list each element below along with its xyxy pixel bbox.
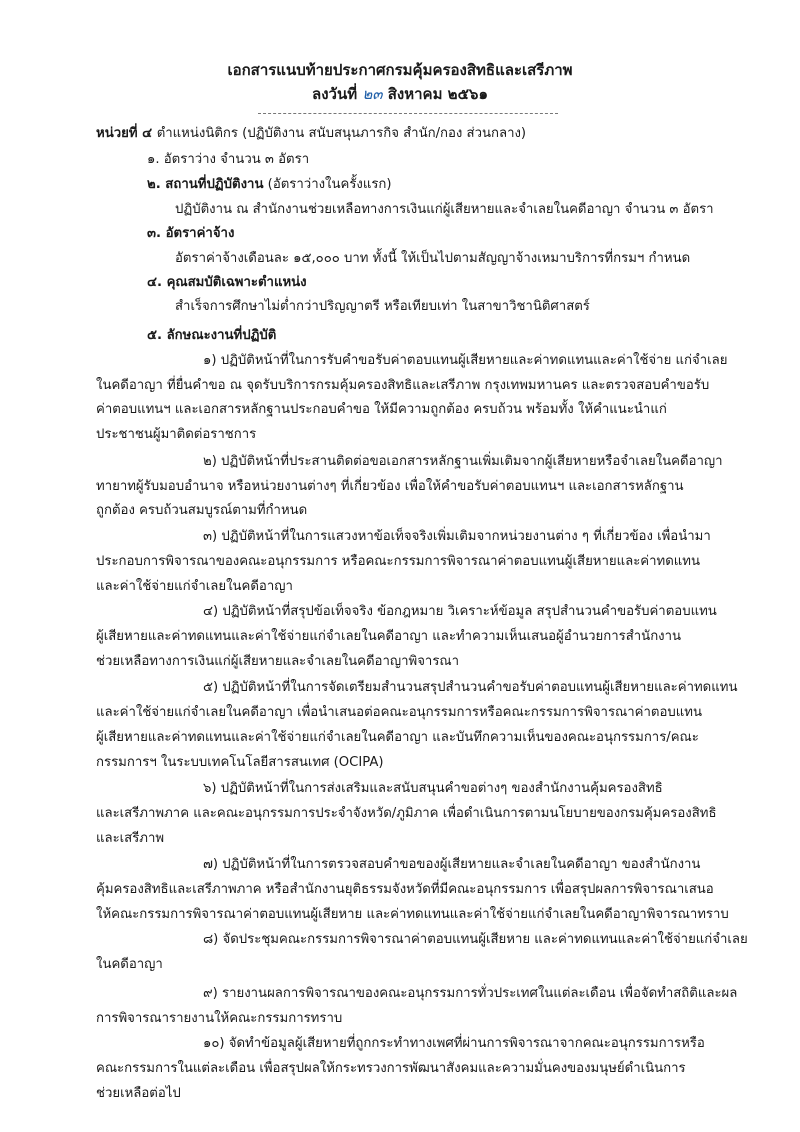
section-5-title: ๕. ลักษณะงานที่ปฏิบัติ	[147, 328, 277, 343]
section-3-title: ๓. อัตราค่าจ้าง	[147, 226, 235, 241]
duty-5-line-1: ๕) ปฏิบัติหน้าที่ในการจัดเตรียมสำนวนสรุปสำนวนคำขอรับค่าตอบแทนผู้เสียหายและค่าทดแทน	[203, 680, 738, 695]
duty-6-line-1: ๖) ปฏิบัติหน้าที่ในการส่งเสริมและสนับสนุนคำขอต่างๆ ของสำนักงานคุ้มครองสิทธิ	[203, 781, 663, 796]
duty-2-line-2: ทายาทผู้รับมอบอำนาจ หรือหน่วยงานต่างๆ ที่เกี่ยวข้อง เพื่อให้คำขอรับค่าตอบแทนฯ และเอกสารหลักฐาน	[96, 479, 684, 494]
section-2-title: ๒. สถานที่ปฏิบัติงาน	[147, 177, 264, 192]
duty-3-line-1: ๓) ปฏิบัติหน้าที่ในการแสวงหาข้อเท็จจริงเพิ่มเติมจากหน่วยงานต่าง ๆ ที่เกี่ยวข้อง เพื่อนำมา	[203, 529, 711, 544]
duty-7-line-1: ๗) ปฏิบัติหน้าที่ในการตรวจสอบคำขอของผู้เสียหายและจำเลยในคดีอาญา ของสำนักงาน	[203, 857, 701, 872]
section-1: ๑. อัตราว่าง จำนวน ๓ อัตรา	[147, 152, 310, 167]
document-title: เอกสารแนบท้ายประกาศกรมคุ้มครองสิทธิและเสรีภาพ	[227, 61, 573, 79]
duty-9-line-1: ๙) รายงานผลการพิจารณาของคณะอนุกรรมการทั่วประเทศในแต่ละเดือน เพื่อจัดทำสถิติและผล	[203, 986, 738, 1001]
duty-7-line-3: ให้คณะกรรมการพิจารณาค่าตอบแทนผู้เสียหาย และค่าทดแทนและค่าใช้จ่ายแก่จำเลยในคดีอาญาพิจารณาทราบ	[96, 907, 729, 922]
section-3-body: อัตราค่าจ้างเดือนละ ๑๕,๐๐๐ บาท ทั้งนี้ ให้เป็นไปตามสัญญาจ้างเหมาบริการที่กรมฯ กำหนด	[175, 251, 691, 266]
duty-2-line-3: ถูกต้อง ครบถ้วนสมบูรณ์ตามที่กำหนด	[96, 503, 308, 518]
duty-8-line-2: ในคดีอาญา	[96, 957, 163, 972]
duty-4-line-3: ช่วยเหลือทางการเงินแก่ผู้เสียหายและจำเลยในคดีอาญาพิจารณา	[96, 654, 460, 669]
section-4-title: ๔. คุณสมบัติเฉพาะตำแหน่ง	[147, 275, 307, 290]
date-prefix: ลงวันที่	[312, 85, 358, 103]
duty-6-line-2: และเสรีภาพภาค และคณะอนุกรรมการประจำจังหวัด/ภูมิภาค เพื่อดำเนินการตามนโยบายของกรมคุ้มครองสิทธิ	[96, 806, 717, 821]
section-2-body: ปฏิบัติงาน ณ สำนักงานช่วยเหลือทางการเงินแก่ผู้เสียหายและจำเลยในคดีอาญา จำนวน ๓ อัตรา	[175, 202, 714, 217]
duty-1-line-4: ประชาชนผู้มาติดต่อราชการ	[96, 427, 257, 442]
unit-heading	[96, 125, 526, 143]
duty-10-line-3: ช่วยเหลือต่อไป	[96, 1086, 181, 1101]
duty-10-line-1: ๑๐) จัดทำข้อมูลผู้เสียหายที่ถูกกระทำทางเพศที่ผ่านการพิจารณาจากคณะอนุกรรมการหรือ	[203, 1036, 705, 1051]
duty-6-line-3: และเสรีภาพ	[96, 831, 165, 846]
duty-3-line-3: และค่าใช้จ่ายแก่จำเลยในคดีอาญา	[96, 579, 293, 594]
duty-8-line-1: ๘) จัดประชุมคณะกรรมการพิจารณาค่าตอบแทนผู้เสียหาย และค่าทดแทนและค่าใช้จ่ายแก่จำเลย	[203, 932, 748, 947]
duty-10-line-2: คณะกรรมการในแต่ละเดือน เพื่อสรุปผลให้กระทรวงการพัฒนาสังคมและความมั่นคงของมนุษย์ดำเนินการ	[96, 1061, 686, 1076]
duty-4-line-1: ๔) ปฏิบัติหน้าที่สรุปข้อเท็จจริง ข้อกฎหมาย วิเคราะห์ข้อมูล สรุปสำนวนคำขอรับค่าตอบแทน	[203, 604, 717, 619]
section-2-note: (อัตราว่างในครั้งแรก)	[267, 177, 392, 192]
duty-5-line-3: ผู้เสียหายและค่าทดแทนและค่าใช้จ่ายแก่จำเลยในคดีอาญา และบันทึกความเห็นของคณะอนุกรรมการ/คณะ	[96, 730, 699, 745]
duty-1-line-2: ในคดีอาญา ที่ยื่นคำขอ ณ จุดรับบริการกรมคุ้มครองสิทธิและเสรีภาพ กรุงเทพมหานคร และตรวจสอบคำขอรับ	[96, 378, 710, 393]
duty-9-line-2: การพิจารณารายงานให้คณะกรรมการทราบ	[96, 1011, 343, 1026]
section-4-body: สำเร็จการศึกษาไม่ต่ำกว่าปริญญาตรี หรือเทียบเท่า ในสาขาวิชานิติศาสตร์	[175, 299, 590, 314]
header-divider	[258, 113, 558, 114]
document-date	[0, 82, 800, 106]
duty-5-line-4: กรรมการฯ ในระบบเทคโนโลยีสารสนเทศ (OCIPA)	[96, 755, 384, 770]
unit-title: ตำแหน่งนิติกร (ปฏิบัติงาน สนับสนุนภารกิจ สำนัก/กอง ส่วนกลาง)	[156, 126, 527, 141]
duty-2-line-1: ๒) ปฏิบัติหน้าที่ประสานติดต่อขอเอกสารหลักฐานเพิ่มเติมจากผู้เสียหายหรือจำเลยในคดีอาญา	[203, 454, 723, 469]
duty-5-line-2: และค่าใช้จ่ายแก่จำเลยในคดีอาญา เพื่อนำเสนอต่อคณะอนุกรรมการหรือคณะกรรมการพิจารณาค่าตอบแทน	[96, 705, 702, 720]
date-rest: สิงหาคม ๒๕๖๑	[387, 85, 488, 103]
date-day-handwritten: ๒๓	[362, 85, 383, 103]
duty-1-line-3: ค่าตอบแทนฯ และเอกสารหลักฐานประกอบคำขอ ให้มีความถูกต้อง ครบถ้วน พร้อมทั้ง ให้คำแนะนำแก่	[96, 402, 667, 417]
unit-label: หน่วยที่ ๔	[96, 126, 153, 141]
duty-7-line-2: คุ้มครองสิทธิและเสรีภาพภาค หรือสำนักงานยุติธรรมจังหวัดที่มีคณะอนุกรรมการ เพื่อสรุปผลการพิจารณาเสนอ	[96, 882, 714, 897]
duty-3-line-2: ประกอบการพิจารณาของคณะอนุกรรมการ หรือคณะกรรมการพิจารณาค่าตอบแทนผู้เสียหายและค่าทดแทน	[96, 554, 700, 569]
section-2-heading	[147, 176, 392, 194]
duty-4-line-2: ผู้เสียหายและค่าทดแทนและค่าใช้จ่ายแก่จำเลยในคดีอาญา และทำความเห็นเสนอผู้อำนวยการสำนักงาน	[96, 629, 682, 644]
duty-1-line-1: ๑) ปฏิบัติหน้าที่ในการรับคำขอรับค่าตอบแทนผู้เสียหายและค่าทดแทนและค่าใช้จ่าย แก่จำเลย	[203, 353, 728, 368]
